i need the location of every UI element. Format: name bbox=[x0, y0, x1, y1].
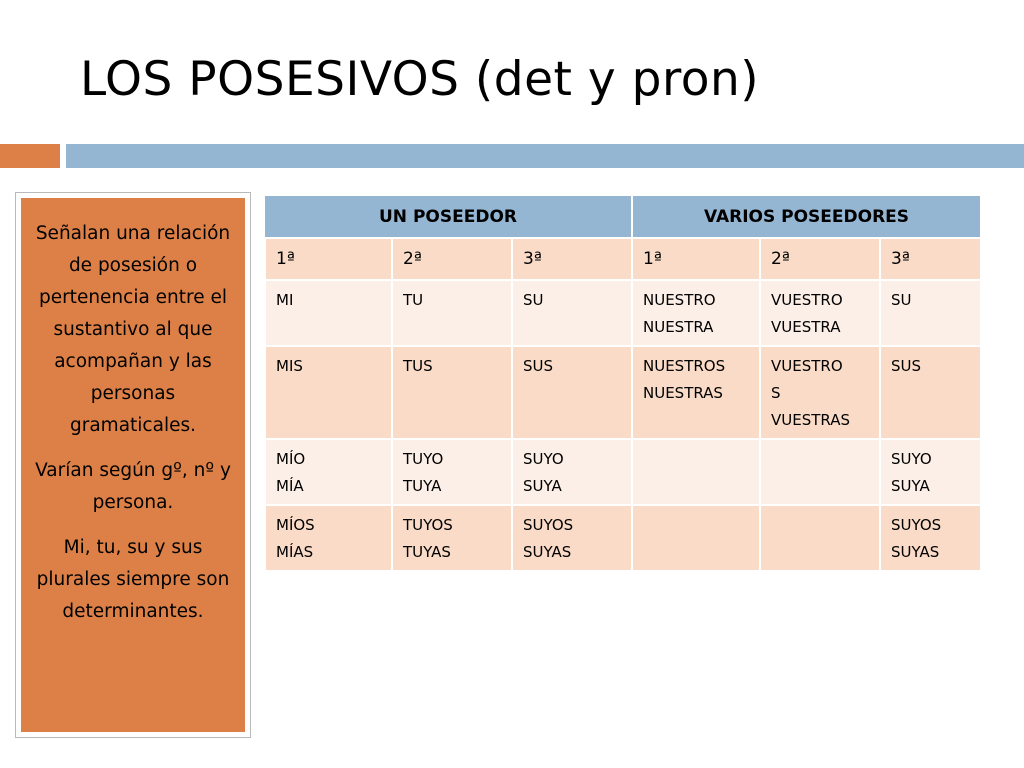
variation-paragraph: Varían según gº, nº y persona. bbox=[35, 460, 231, 513]
determiners-note-paragraph: Mi, tu, su y sus plurales siempre son determinantes. bbox=[36, 537, 230, 622]
cell-text: SUYAS bbox=[523, 543, 572, 561]
table-row bbox=[265, 439, 981, 505]
table-cell bbox=[265, 346, 392, 439]
header-one-owner: UN POSEEDOR bbox=[265, 196, 632, 238]
table-cell bbox=[392, 280, 512, 346]
definition-paragraph: Señalan una relación de posesión o pertenencia entre el sustantivo al que acompañan y las personas gramaticales. bbox=[35, 223, 231, 436]
cell-text: SUS bbox=[523, 357, 554, 375]
cell-text: TU bbox=[403, 291, 424, 309]
person-header: 1ª bbox=[265, 238, 392, 280]
cell-text: MÍO bbox=[276, 450, 306, 468]
table-cell bbox=[512, 505, 632, 571]
cell-text: SUYA bbox=[891, 477, 930, 495]
cell-text: SU bbox=[523, 291, 544, 309]
table-cell bbox=[512, 439, 632, 505]
table-cell bbox=[265, 439, 392, 505]
definition-box bbox=[15, 192, 251, 738]
cell-text: NUESTRO bbox=[643, 291, 716, 309]
cell-text: SUS bbox=[891, 357, 922, 375]
cell-text: NUESTROS bbox=[643, 357, 726, 375]
table-row bbox=[265, 280, 981, 346]
cell-text: SUYOS bbox=[891, 516, 942, 534]
cell-text: TUYOS bbox=[403, 516, 453, 534]
person-header: 1ª bbox=[632, 238, 760, 280]
cell-text: VUESTRAS bbox=[771, 411, 850, 429]
table-cell bbox=[632, 346, 760, 439]
table-cell bbox=[265, 280, 392, 346]
table-cell bbox=[632, 439, 760, 505]
cell-text: SUYA bbox=[523, 477, 562, 495]
person-header: 3ª bbox=[512, 238, 632, 280]
cell-text: SUYAS bbox=[891, 543, 940, 561]
table-cell bbox=[880, 439, 981, 505]
cell-text: NUESTRA bbox=[643, 318, 714, 336]
table-row bbox=[265, 505, 981, 571]
cell-text: TUYO bbox=[403, 450, 444, 468]
definition-box-content bbox=[21, 198, 245, 732]
table-cell bbox=[392, 346, 512, 439]
person-header: 2ª bbox=[392, 238, 512, 280]
person-header: 3ª bbox=[880, 238, 981, 280]
table-cell bbox=[392, 439, 512, 505]
table-cell bbox=[265, 505, 392, 571]
cell-text: SUYO bbox=[523, 450, 564, 468]
cell-text: SUYO bbox=[891, 450, 932, 468]
table-cell bbox=[760, 505, 880, 571]
header-several-owners: VARIOS POSEEDORES bbox=[632, 196, 981, 238]
cell-text: TUYAS bbox=[403, 543, 451, 561]
person-header: 2ª bbox=[760, 238, 880, 280]
accent-bar-orange bbox=[0, 144, 60, 168]
cell-text: MIS bbox=[276, 357, 303, 375]
cell-text: MI bbox=[276, 291, 294, 309]
person-header-row bbox=[265, 238, 981, 280]
table-cell bbox=[880, 346, 981, 439]
table-cell bbox=[512, 280, 632, 346]
table-cell bbox=[760, 439, 880, 505]
cell-text: SUYOS bbox=[523, 516, 574, 534]
table-cell bbox=[880, 280, 981, 346]
table-cell bbox=[632, 280, 760, 346]
table-row bbox=[265, 346, 981, 439]
table-cell bbox=[760, 280, 880, 346]
table-cell bbox=[760, 346, 880, 439]
cell-text: S bbox=[771, 384, 781, 402]
cell-text: VUESTRA bbox=[771, 318, 841, 336]
cell-text: VUESTRO bbox=[771, 357, 843, 375]
table-cell bbox=[392, 505, 512, 571]
accent-bar-blue bbox=[66, 144, 1024, 168]
cell-text: TUS bbox=[403, 357, 433, 375]
possessives-table bbox=[264, 196, 982, 572]
cell-text: VUESTRO bbox=[771, 291, 843, 309]
slide-title: LOS POSESIVOS (det y pron) bbox=[80, 52, 760, 107]
cell-text: TUYA bbox=[403, 477, 442, 495]
table-cell bbox=[632, 505, 760, 571]
table-cell bbox=[880, 505, 981, 571]
table-cell bbox=[512, 346, 632, 439]
cell-text: SU bbox=[891, 291, 912, 309]
cell-text: MÍOS bbox=[276, 516, 315, 534]
cell-text: NUESTRAS bbox=[643, 384, 723, 402]
cell-text: MÍAS bbox=[276, 543, 314, 561]
cell-text: MÍA bbox=[276, 477, 304, 495]
